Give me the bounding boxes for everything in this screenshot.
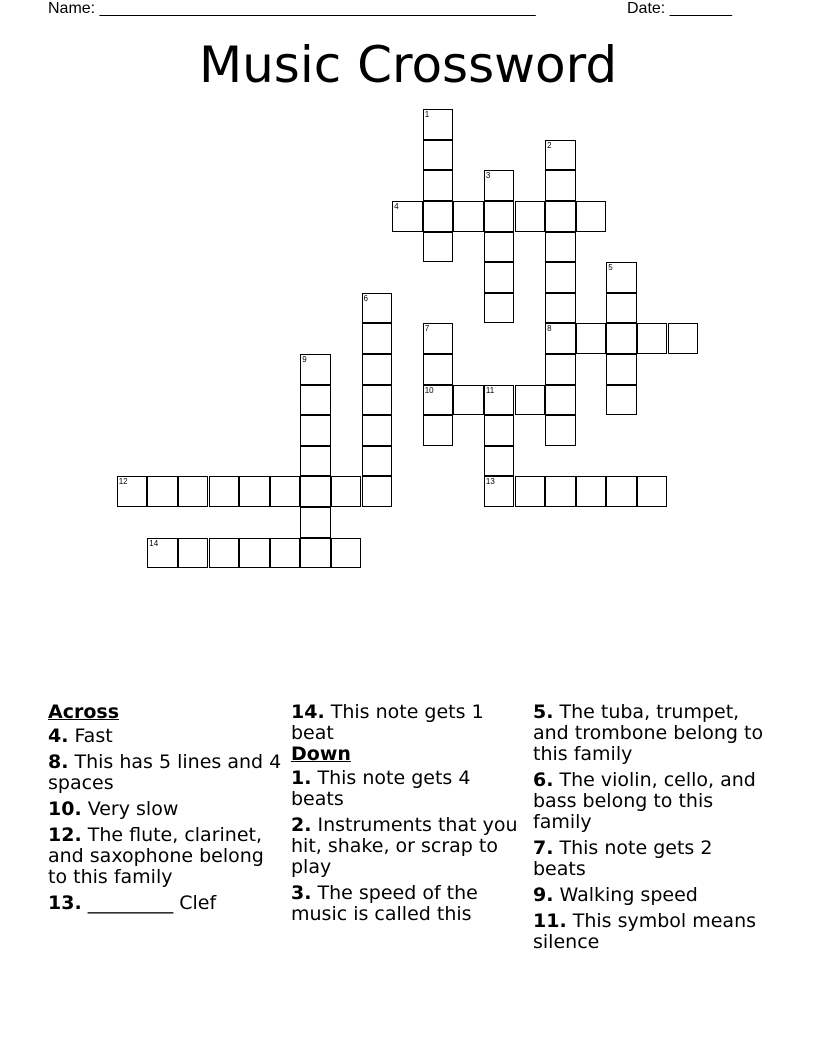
crossword-cell[interactable]	[209, 476, 240, 507]
clue-across-12: 12. The flute, clarinet, and saxophone belong to this family	[48, 824, 264, 888]
crossword-cell[interactable]	[545, 476, 576, 507]
crossword-cell[interactable]	[117, 476, 148, 507]
crossword-cell[interactable]	[484, 201, 515, 232]
crossword-cell[interactable]	[239, 476, 270, 507]
crossword-cell[interactable]	[270, 538, 301, 569]
crossword-cell[interactable]	[484, 232, 515, 263]
crossword-cell[interactable]	[147, 476, 178, 507]
crossword-cell[interactable]	[300, 538, 331, 569]
down-heading: Down	[291, 743, 351, 765]
across-heading: Across	[48, 701, 120, 723]
clue-down-9: 9. Walking speed	[533, 884, 698, 906]
clue-column-2	[291, 702, 527, 930]
crossword-cell[interactable]	[545, 232, 576, 263]
crossword-cell[interactable]	[545, 201, 576, 232]
crossword-cell[interactable]	[362, 415, 393, 446]
crossword-cell[interactable]	[362, 476, 393, 507]
name-line[interactable]: Name: _________________________________________________	[48, 0, 536, 17]
crossword-cell[interactable]	[606, 385, 637, 416]
crossword-cell[interactable]	[392, 201, 423, 232]
crossword-cell[interactable]	[545, 140, 576, 171]
clue-number: 14	[149, 538, 159, 548]
clue-across-14: 14. This note gets 1 beat	[291, 701, 484, 744]
crossword-cell[interactable]	[300, 354, 331, 385]
crossword-cell[interactable]	[331, 476, 362, 507]
crossword-cell[interactable]	[331, 538, 362, 569]
crossword-cell[interactable]	[209, 538, 240, 569]
clue-down-7: 7. This note gets 2 beats	[533, 837, 713, 880]
clue-column-3	[533, 702, 769, 958]
clue-number: 5	[608, 263, 613, 273]
crossword-cell[interactable]	[453, 385, 484, 416]
crossword-cell[interactable]	[300, 476, 331, 507]
crossword-cell[interactable]	[300, 385, 331, 416]
crossword-cell[interactable]	[423, 385, 454, 416]
crossword-cell[interactable]	[545, 170, 576, 201]
crossword-cell[interactable]	[423, 170, 454, 201]
clue-down-5: 5. The tuba, trumpet, and trombone belong to this family	[533, 701, 764, 765]
crossword-cell[interactable]	[545, 415, 576, 446]
clue-down-3: 3. The speed of the music is called this	[291, 882, 478, 925]
crossword-cell[interactable]	[423, 201, 454, 232]
clue-number: 12	[118, 477, 128, 487]
clue-number: 10	[424, 385, 434, 395]
crossword-cell[interactable]	[545, 262, 576, 293]
crossword-cell[interactable]	[545, 323, 576, 354]
crossword-cell[interactable]	[637, 323, 668, 354]
crossword-cell[interactable]	[515, 201, 546, 232]
clue-across-13: 13. _________ Clef	[48, 892, 217, 914]
clue-across-4: 4. Fast	[48, 725, 113, 747]
crossword-cell[interactable]	[606, 262, 637, 293]
clue-column-1	[48, 702, 284, 919]
crossword-cell[interactable]	[484, 262, 515, 293]
clue-down-1: 1. This note gets 4 beats	[291, 767, 471, 810]
crossword-cell[interactable]	[606, 476, 637, 507]
crossword-cell[interactable]	[178, 538, 209, 569]
crossword-cell[interactable]	[484, 293, 515, 324]
crossword-cell[interactable]	[606, 323, 637, 354]
clue-number: 7	[424, 324, 430, 334]
crossword-cell[interactable]	[362, 446, 393, 477]
crossword-cell[interactable]	[484, 415, 515, 446]
crossword-cell[interactable]	[178, 476, 209, 507]
crossword-cell[interactable]	[545, 293, 576, 324]
crossword-cell[interactable]	[423, 323, 454, 354]
clue-number: 8	[547, 324, 552, 334]
clue-number: 3	[485, 171, 491, 181]
crossword-cell[interactable]	[362, 323, 393, 354]
clue-number: 4	[394, 202, 399, 211]
crossword-cell[interactable]	[423, 109, 454, 140]
crossword-cell[interactable]	[362, 354, 393, 385]
clue-down-6: 6. The violin, cello, and bass belong to this family	[533, 769, 756, 833]
crossword-cell[interactable]	[484, 170, 515, 201]
crossword-cell[interactable]	[545, 354, 576, 385]
crossword-cell[interactable]	[362, 385, 393, 416]
crossword-cell[interactable]	[484, 385, 515, 416]
clue-down-2: 2. Instruments that you hit, shake, or scrap to play	[291, 814, 518, 878]
clue-down-11: 11. This symbol means silence	[533, 910, 757, 953]
crossword-cell[interactable]	[147, 538, 178, 569]
crossword-cell[interactable]	[300, 507, 331, 538]
crossword-cell[interactable]	[423, 354, 454, 385]
date-line[interactable]: Date: _______	[627, 0, 732, 17]
crossword-cell[interactable]	[576, 476, 607, 507]
crossword-cell[interactable]	[576, 201, 607, 232]
crossword-cell[interactable]	[423, 232, 454, 263]
clue-number: 11	[485, 385, 495, 395]
crossword-cell[interactable]	[484, 476, 515, 507]
clue-number: 2	[547, 140, 552, 150]
crossword-cell[interactable]	[668, 323, 699, 354]
crossword-cell[interactable]	[453, 201, 484, 232]
crossword-cell[interactable]	[606, 354, 637, 385]
crossword-cell[interactable]	[515, 385, 546, 416]
crossword-cell[interactable]	[239, 538, 270, 569]
crossword-cell[interactable]	[576, 323, 607, 354]
clue-across-8: 8. This has 5 lines and 4 spaces	[48, 751, 282, 794]
crossword-cell[interactable]	[300, 415, 331, 446]
crossword-cell[interactable]	[515, 476, 546, 507]
crossword-cell[interactable]	[606, 293, 637, 324]
crossword-cell[interactable]	[423, 140, 454, 171]
page-title: Music Crossword	[198, 36, 618, 94]
crossword-cell[interactable]	[423, 415, 454, 446]
clue-number: 6	[363, 293, 368, 303]
clue-number: 1	[424, 110, 430, 120]
clue-number: 9	[302, 355, 307, 364]
crossword-cell[interactable]	[300, 446, 331, 477]
crossword-cell[interactable]	[362, 293, 393, 324]
clue-across-10: 10. Very slow	[48, 798, 179, 820]
crossword-cell[interactable]	[484, 446, 515, 477]
crossword-cell[interactable]	[545, 385, 576, 416]
clue-number: 13	[485, 477, 495, 487]
crossword-cell[interactable]	[637, 476, 668, 507]
crossword-cell[interactable]	[270, 476, 301, 507]
